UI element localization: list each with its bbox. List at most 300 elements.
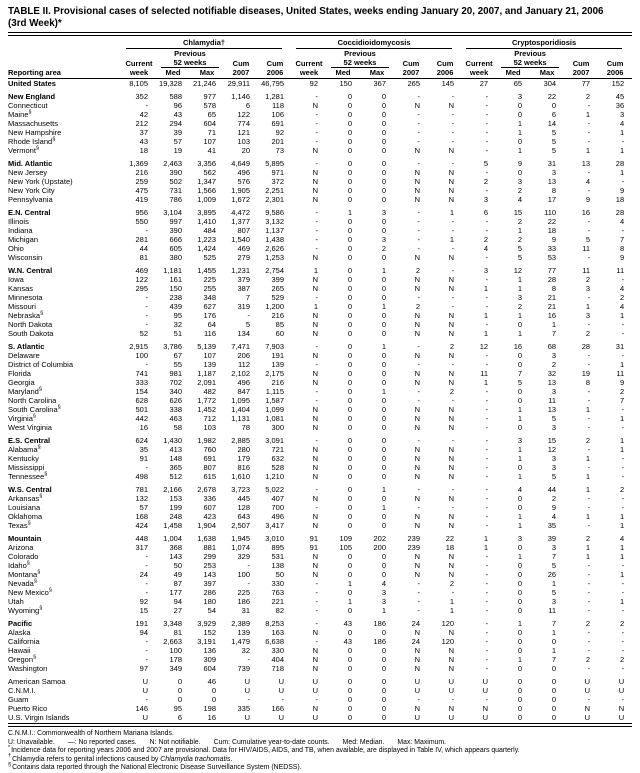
value-cell: -	[315, 387, 319, 396]
reporting-area-cell: S. Atlantic	[8, 342, 45, 351]
value-cell: 3	[483, 266, 489, 275]
value-cell: U	[142, 677, 148, 686]
value-cell: N	[312, 664, 319, 673]
value-cell: N	[312, 512, 319, 521]
value-cell: 319	[237, 302, 250, 311]
value-cell: 85	[275, 320, 285, 329]
table-row	[8, 579, 632, 588]
value-cell: 0	[347, 226, 353, 235]
reporting-area-cell: Pacific	[8, 619, 33, 628]
value-cell: 9,586	[265, 208, 285, 217]
value-cell: 442	[135, 414, 148, 423]
value-cell: 0	[347, 369, 353, 378]
value-cell: 26	[547, 570, 557, 579]
value-cell: 41	[207, 146, 216, 155]
reporting-area-cell: Utah	[8, 597, 24, 606]
value-cell: 0	[381, 195, 387, 204]
value-cell: -	[587, 168, 591, 177]
value-cell: 191	[271, 351, 285, 360]
table-row	[8, 494, 632, 503]
value-cell: -	[485, 463, 489, 472]
value-cell: 0	[347, 472, 353, 481]
value-cell: -	[417, 159, 421, 168]
value-cell: 77	[581, 79, 591, 88]
max-label: Max	[360, 68, 394, 79]
value-cell: -	[621, 494, 625, 503]
value-cell: 1	[381, 503, 387, 512]
value-cell: 0	[517, 137, 523, 146]
value-cell: -	[315, 695, 319, 704]
value-cell: N	[312, 521, 319, 530]
value-cell: -	[587, 570, 591, 579]
value-cell: 177	[169, 588, 182, 597]
table-row	[8, 414, 632, 423]
table-row	[8, 235, 632, 244]
value-cell: -	[587, 503, 591, 512]
value-cell: 16	[207, 713, 216, 722]
value-cell: 1	[517, 119, 523, 128]
value-cell: -	[315, 396, 319, 405]
value-cell: 1,424	[197, 244, 216, 253]
value-cell: -	[587, 588, 591, 597]
value-cell: 221	[271, 597, 285, 606]
value-cell: 1	[585, 454, 591, 463]
value-cell: 0	[517, 351, 523, 360]
value-cell: 0	[381, 351, 387, 360]
value-cell: 2	[585, 329, 591, 338]
value-cell: 5	[551, 137, 557, 146]
value-cell: 11	[548, 396, 557, 405]
value-cell: N	[448, 664, 455, 673]
value-cell: 106	[271, 110, 285, 119]
value-cell: -	[485, 226, 489, 235]
value-cell: -	[587, 226, 591, 235]
value-cell: 68	[547, 342, 557, 351]
reporting-area-cell: New York City	[8, 186, 55, 195]
value-cell: 0	[347, 378, 353, 387]
value-cell: N	[414, 704, 421, 713]
value-cell: -	[451, 110, 455, 119]
value-cell: -	[587, 320, 591, 329]
value-cell: 0	[381, 695, 387, 704]
value-cell: 5	[551, 128, 557, 137]
value-cell: -	[587, 637, 591, 646]
value-cell: -	[485, 217, 489, 226]
value-cell: 100	[169, 646, 182, 655]
reporting-area-cell: Tennessee§	[8, 471, 48, 481]
value-cell: 0	[381, 396, 387, 405]
value-cell: N	[414, 101, 421, 110]
value-cell: N	[414, 646, 421, 655]
value-cell: U	[448, 713, 455, 722]
value-cell: 7	[245, 293, 250, 302]
table-row	[8, 619, 632, 628]
value-cell: 1	[381, 387, 387, 396]
value-cell: 0	[381, 472, 387, 481]
table-row	[8, 146, 632, 155]
value-cell: 501	[135, 405, 148, 414]
value-cell: -	[485, 387, 489, 396]
value-cell: -	[145, 360, 148, 369]
value-cell: -	[587, 561, 591, 570]
value-cell: 5	[483, 159, 489, 168]
value-cell: 1	[619, 597, 625, 606]
value-cell: -	[315, 619, 319, 628]
week-label: week	[292, 68, 326, 79]
value-cell: -	[621, 588, 625, 597]
value-cell: 139	[237, 628, 250, 637]
value-cell: 0	[381, 655, 387, 664]
value-cell: 154	[135, 387, 148, 396]
value-cell: 92	[309, 79, 319, 88]
table-row	[8, 293, 632, 302]
value-cell: 2	[619, 655, 625, 664]
value-cell: 5	[551, 472, 557, 481]
value-cell: 700	[271, 503, 285, 512]
table-row	[8, 137, 632, 146]
value-cell: 739	[237, 664, 250, 673]
table-row	[8, 704, 632, 713]
value-cell: 367	[373, 79, 387, 88]
value-cell: 0	[551, 664, 557, 673]
value-cell: 8	[551, 186, 557, 195]
value-cell: 5	[551, 414, 557, 423]
reporting-area-cell: Mississippi	[8, 463, 45, 472]
value-cell: 0	[381, 137, 387, 146]
value-cell: 286	[203, 588, 216, 597]
value-cell: 225	[237, 588, 250, 597]
value-cell: 5	[551, 146, 557, 155]
value-cell: 163	[271, 628, 285, 637]
value-cell: 18	[547, 226, 557, 235]
value-cell: 3	[517, 293, 523, 302]
value-cell: 0	[347, 628, 353, 637]
value-cell: -	[587, 396, 591, 405]
value-cell: 87	[173, 579, 182, 588]
value-cell: 0	[517, 494, 523, 503]
value-cell: 0	[347, 146, 353, 155]
value-cell: -	[417, 342, 421, 351]
value-cell: 9	[585, 195, 591, 204]
value-cell: N	[584, 704, 591, 713]
value-cell: 529	[271, 293, 285, 302]
value-cell: 5	[585, 235, 591, 244]
cum-label: Cum	[436, 59, 454, 68]
value-cell: 1,638	[197, 534, 216, 543]
value-cell: 0	[347, 311, 353, 320]
value-cell: 265	[271, 284, 285, 293]
cum-label: Cum	[606, 59, 624, 68]
value-cell: 2	[585, 619, 591, 628]
value-cell: 4	[619, 302, 625, 311]
value-cell: 1	[619, 436, 625, 445]
reporting-area-cell: Ohio	[8, 244, 24, 253]
value-cell: -	[451, 159, 455, 168]
value-cell: 2	[585, 436, 591, 445]
table-row	[8, 266, 632, 275]
value-cell: 0	[517, 677, 523, 686]
value-cell: 3	[381, 597, 387, 606]
value-cell: 1	[483, 534, 489, 543]
previous-label: Previous	[514, 49, 546, 58]
value-cell: 0	[517, 423, 523, 432]
value-cell: N	[448, 521, 455, 530]
value-cell: 36	[615, 101, 625, 110]
value-cell: 5	[517, 378, 523, 387]
value-cell: -	[485, 606, 489, 615]
value-cell: 3	[483, 195, 489, 204]
value-cell: N	[312, 351, 319, 360]
value-cell: 8	[619, 244, 625, 253]
value-cell: 4	[619, 119, 625, 128]
value-cell: -	[485, 570, 489, 579]
value-cell: 496	[237, 378, 250, 387]
value-cell: 0	[381, 146, 387, 155]
top-rule	[8, 32, 632, 36]
reporting-area-cell: Virginia§	[8, 413, 36, 423]
value-cell: 1,231	[231, 266, 250, 275]
value-cell: 2	[415, 266, 421, 275]
value-cell: -	[417, 244, 421, 253]
value-cell: 496	[271, 512, 285, 521]
reporting-area-cell: Minnesota	[8, 293, 43, 302]
value-cell: 18	[139, 146, 148, 155]
value-cell: N	[312, 463, 319, 472]
value-cell: 413	[169, 445, 182, 454]
value-cell: 895	[271, 543, 285, 552]
value-cell: 2,091	[197, 378, 216, 387]
table-row	[8, 686, 632, 695]
current-label: Current	[125, 59, 153, 68]
value-cell: 32	[173, 320, 182, 329]
value-cell: 11	[480, 369, 489, 378]
value-cell: 6	[551, 110, 557, 119]
value-cell: -	[485, 405, 489, 414]
value-cell: -	[485, 168, 489, 177]
value-cell: 3	[585, 284, 591, 293]
value-cell: 294	[169, 119, 182, 128]
value-cell: N	[414, 320, 421, 329]
reporting-area-cell: Nevada§	[8, 578, 37, 588]
table-row	[8, 588, 632, 597]
value-cell: 94	[173, 597, 182, 606]
value-cell: -	[485, 552, 489, 561]
value-cell: N	[312, 552, 319, 561]
table-row	[8, 405, 632, 414]
value-cell: -	[315, 159, 319, 168]
value-cell: 78	[241, 423, 250, 432]
value-cell: 0	[551, 686, 557, 695]
value-cell: -	[485, 253, 489, 262]
week-label: week	[462, 68, 496, 79]
value-cell: 1,187	[197, 369, 216, 378]
value-cell: -	[587, 360, 591, 369]
value-cell: -	[451, 92, 455, 101]
value-cell: 4	[619, 284, 625, 293]
table-row	[8, 521, 632, 530]
value-cell: 0	[347, 119, 353, 128]
value-cell: 55	[173, 360, 182, 369]
value-cell: 54	[207, 606, 216, 615]
value-cell: -	[451, 695, 455, 704]
value-cell: 91	[139, 454, 148, 463]
value-cell: 3	[551, 597, 557, 606]
value-cell: N	[448, 195, 455, 204]
value-cell: -	[451, 266, 455, 275]
reporting-area-cell: New Mexico§	[8, 587, 52, 597]
reporting-area-cell: Delaware	[8, 351, 40, 360]
value-cell: N	[482, 704, 489, 713]
column-header-row	[8, 68, 632, 79]
reporting-area-cell: Alabama§	[8, 444, 41, 454]
table-header	[8, 38, 632, 79]
table-row	[8, 628, 632, 637]
value-cell: 786	[169, 195, 182, 204]
table-row	[8, 445, 632, 454]
value-cell: 71	[207, 128, 216, 137]
value-cell: N	[414, 284, 421, 293]
value-cell: 329	[237, 552, 250, 561]
value-cell: N	[312, 195, 319, 204]
value-cell: -	[621, 628, 625, 637]
value-cell: 1,540	[231, 235, 250, 244]
value-cell: 100	[135, 351, 148, 360]
reporting-area-cell: Louisiana	[8, 503, 41, 512]
value-cell: 13	[547, 405, 557, 414]
value-cell: -	[417, 606, 421, 615]
value-cell: 2,251	[265, 186, 285, 195]
value-cell: -	[451, 485, 455, 494]
value-cell: 139	[203, 360, 216, 369]
value-cell: -	[417, 217, 421, 226]
value-cell: 1	[585, 552, 591, 561]
value-cell: 0	[381, 646, 387, 655]
value-cell: 2	[517, 186, 523, 195]
value-cell: 3,786	[163, 342, 182, 351]
value-cell: 2	[517, 235, 523, 244]
value-cell: 0	[347, 302, 353, 311]
value-cell: -	[485, 646, 489, 655]
value-cell: 22	[547, 217, 557, 226]
value-cell: 57	[173, 137, 182, 146]
value-cell: 404	[271, 655, 285, 664]
reporting-area-cell: American Samoa	[8, 677, 66, 686]
value-cell: 42	[139, 110, 148, 119]
value-cell: 3	[517, 436, 523, 445]
value-cell: 1,223	[197, 235, 216, 244]
reporting-area-cell: Iowa	[8, 275, 24, 284]
value-cell: 27	[173, 606, 182, 615]
value-cell: N	[312, 146, 319, 155]
value-cell: -	[485, 186, 489, 195]
value-cell: U	[142, 713, 148, 722]
value-cell: N	[414, 253, 421, 262]
reporting-area-cell: Maine§	[8, 109, 32, 119]
value-cell: 1	[381, 302, 387, 311]
value-cell: 0	[381, 253, 387, 262]
value-cell: 0	[381, 570, 387, 579]
value-cell: 1	[619, 552, 625, 561]
value-cell: 0	[347, 275, 353, 284]
value-cell: U	[584, 677, 591, 686]
value-cell: 1,081	[265, 414, 285, 423]
y2006-label: 2006	[428, 68, 462, 79]
value-cell: -	[485, 275, 489, 284]
value-cell: -	[587, 128, 591, 137]
legend-cum: Cum: Cumulative year-to-date counts.	[213, 738, 330, 746]
value-cell: -	[417, 226, 421, 235]
value-cell: N	[312, 177, 319, 186]
value-cell: 0	[347, 329, 353, 338]
value-cell: U	[278, 677, 285, 686]
med-label: Med	[496, 68, 530, 79]
value-cell: 0	[381, 360, 387, 369]
value-cell: -	[587, 119, 591, 128]
value-cell: -	[485, 512, 489, 521]
value-cell: N	[448, 570, 455, 579]
value-cell: 643	[237, 512, 250, 521]
value-cell: 1,181	[163, 266, 182, 275]
value-cell: 807	[237, 226, 250, 235]
value-cell: 28	[615, 208, 625, 217]
value-cell: 216	[271, 378, 285, 387]
value-cell: 0	[551, 695, 557, 704]
value-cell: -	[417, 485, 421, 494]
value-cell: 0	[381, 284, 387, 293]
value-cell: 0	[381, 552, 387, 561]
value-cell: 67	[173, 351, 182, 360]
value-cell: 0	[551, 637, 557, 646]
value-cell: N	[448, 351, 455, 360]
footnotes	[8, 730, 632, 773]
table-title-line1: TABLE II. Provisional cases of selected notifiable diseases, United States, weeks ending January 20, 2007, and January 21, 2006	[8, 6, 604, 17]
value-cell: 118	[272, 101, 285, 110]
value-cell: 1	[381, 606, 387, 615]
value-cell: N	[448, 561, 455, 570]
value-cell: -	[485, 396, 489, 405]
reporting-area-cell: New York (Upstate)	[8, 177, 73, 186]
value-cell: 12	[479, 342, 489, 351]
value-cell: 186	[237, 597, 250, 606]
value-cell: 0	[347, 512, 353, 521]
value-cell: 309	[203, 655, 216, 664]
value-cell: 44	[139, 244, 148, 253]
value-cell: N	[312, 646, 319, 655]
value-cell: 0	[347, 137, 353, 146]
value-cell: N	[448, 463, 455, 472]
value-cell: 1	[381, 485, 387, 494]
value-cell: 615	[203, 472, 216, 481]
value-cell: -	[417, 208, 421, 217]
table-row	[8, 597, 632, 606]
value-cell: N	[448, 369, 455, 378]
value-cell: 0	[381, 463, 387, 472]
value-cell: 103	[203, 423, 216, 432]
value-cell: -	[485, 360, 489, 369]
week-label: week	[122, 68, 156, 79]
value-cell: 0	[347, 463, 353, 472]
value-cell: 1	[619, 445, 625, 454]
value-cell: 3	[381, 588, 387, 597]
value-cell: -	[315, 360, 319, 369]
value-cell: 2,389	[231, 619, 250, 628]
value-cell: -	[451, 302, 455, 311]
previous-header-row	[8, 49, 632, 58]
value-cell: 136	[203, 646, 216, 655]
value-cell: N	[414, 414, 421, 423]
value-cell: 2,663	[163, 637, 182, 646]
value-cell: 132	[135, 494, 148, 503]
